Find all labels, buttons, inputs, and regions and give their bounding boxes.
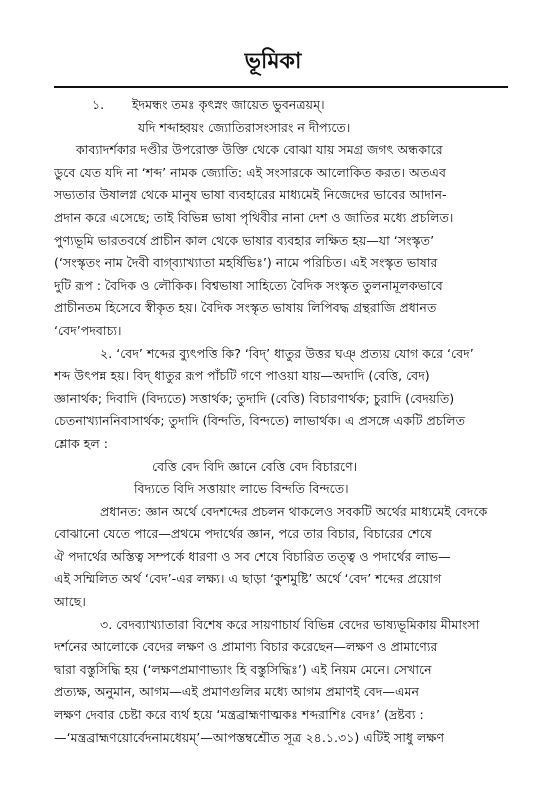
text-line: শব্দ উৎপন্ন হয়। বিদ্‌ ধাতুর রূপ পাঁচটি গণে পাওয়া যায়—অদাদি (বেত্তি, বেদ)	[54, 368, 430, 384]
text-line: আছে।	[54, 594, 86, 610]
text-line: ঐ পদার্থের অস্তিত্ব সম্পর্কে ধারণা ও সব শেষে বিচারিত তত্ত্ব ও পদার্থের লাভ—	[54, 548, 451, 564]
text-line: ডুবে যেত যদি না ‘শব্দ’ নামক জ্যোতি: এই সংসারকে আলোকিত করত। অতএব	[54, 164, 447, 180]
text-line: প্রত্যক্ষ, অনুমান, আগম—এই প্রমাণগুলির মধ্যে আগম প্রমাণই বেদ—এমন	[54, 684, 420, 700]
title-underline	[54, 86, 508, 88]
verse-line: যদি শব্দাহ্বয়ং জ্যোতিরাসংসারং ন দীপ্যতে।	[138, 119, 351, 135]
text-line: কাব্যাদর্শকার দণ্ডীর উপরোক্ত উক্তি থেকে বোঝা যায় সমগ্র জগৎ অন্ধকারে	[76, 142, 443, 158]
text-line: (‘সংস্কৃতং নাম দৈবী বাগ্‌ব্যাখ্যাতা মহর্ষিভিঃ’) নামে পরিচিত। এই সংস্কৃত ভাষার	[54, 255, 438, 271]
text-line: দর্শনের আলোকে বেদের লক্ষণ ও প্রামাণ্য বিচার করেছেন—লক্ষণ ও প্রামাণ্যের	[54, 639, 438, 655]
text-line: শ্লোক হল :	[54, 435, 109, 451]
text-line: জ্ঞানার্থক; দিবাদি (বিদ্যতে) সত্তার্থক; তুদাদি (বেত্তি) বিচারণার্থক; চুরাদি (বেদয়তি)	[54, 390, 455, 406]
text-line: চেতনাখ্যাননিবাসার্থক; তুদাদি (বিন্দতি, বিন্দতে) লাভার্থক। এ প্রসঙ্গে একটি প্রচলিত	[54, 413, 466, 429]
text-line: এই সম্মিলিত অর্থ ‘বেদ’-এর লক্ষ্য। এ ছাড়া ‘কুশমুষ্টি’ অর্থে ‘বেদ’ শব্দের প্রয়োগ	[54, 571, 442, 587]
page-title: ভূমিকা	[244, 49, 302, 74]
text-line: প্রদান করে এসেছে; তাই বিভিন্ন ভাষা পৃথিবীর নানা দেশ ও জাতির মধ্যে প্রচলিত।	[54, 209, 454, 225]
text-line: —‘মন্ত্রব্রাহ্মণয়োর্বেদনামধেয়ম্‌’—আপস্তম্বশ্রৌত সূত্র ২৪.১.৩১) এটিই সাধু লক্ষণ	[54, 729, 445, 745]
text-line: বোঝানো যেতে পারে—প্রথমে পদার্থের জ্ঞান, পরে তার বিচার, বিচারের শেষে	[54, 526, 432, 542]
verse-line	[54, 94, 512, 117]
text-line: ‘বেদ’পদবাচ্য।	[54, 322, 122, 338]
text-line: প্রাচীনতম হিসেবে স্বীকৃত হয়। বৈদিক সংস্কৃত ভাষায় লিপিবদ্ধ গ্রন্থরাজি প্রধানত	[54, 300, 437, 316]
text-line: প্রধানত: জ্ঞান অর্থে বেদশব্দের প্রচলন থাকলেও সবকটি অর্থের মাধ্যমেই বেদকে	[100, 503, 488, 519]
text-line: লক্ষণ দেবার চেষ্টা করে ব্যর্থ হয়ে ‘মন্ত্রব্রাহ্মণাত্মকঃ শব্দরাশিঃ বেদঃ’ (দ্রষ্টব্য :	[54, 707, 424, 723]
text-line: ২. ‘বেদ’ শব্দের ব্যুৎপত্তি কি? ‘বিদ্‌’ ধাতুর উত্তর ঘঞ্‌ প্রত্যয় যোগ করে ‘বেদ’	[100, 345, 474, 361]
text-line: সভ্যতার উষালগ্ন থেকে মানুষ ভাষা ব্যবহারের মাধ্যমেই নিজেদের ভাবের আদান-	[54, 187, 447, 203]
verse-text: ইদমন্ধং তমঃ কৃৎস্নং জায়েত ভুবনত্রয়ম্‌।	[132, 97, 325, 112]
text-line: দ্বারা বস্তুসিদ্ধি হয় (‘লক্ষণপ্রমাণাভ্যাং হি বস্তুসিদ্ধিঃ’) এই নিয়ম মেনে। সেখানে	[54, 661, 432, 677]
text-line: ৩. বেদব্যাখ্যাতারা বিশেষ করে সায়ণাচার্য বিভিন্ন বেদের ভাষ্যভূমিকায় মীমাংসা	[100, 616, 480, 632]
text-line: দুটি রূপ : বৈদিক ও লৌকিক। বিশ্বভাষা সাহিত্যে বৈদিক সংস্কৃত তুলনামূলকভাবে	[54, 277, 443, 293]
verse-line: বেত্তি বেদ বিদি জ্ঞানে বেত্তি বেদ বিচারণে।	[152, 458, 358, 474]
text-line: পুণ্যভূমি ভারতবর্ষে প্রাচীন কাল থেকে ভাষার ব্যবহার লক্ষিত হয়—যা ‘সংস্কৃত’	[54, 232, 435, 248]
page-body	[54, 94, 512, 749]
verse-line: বিদ্যতে বিদি সত্তায়াং লাভে বিন্দতি বিন্দতে।	[134, 481, 349, 497]
paragraph-number: ১.	[92, 97, 105, 112]
